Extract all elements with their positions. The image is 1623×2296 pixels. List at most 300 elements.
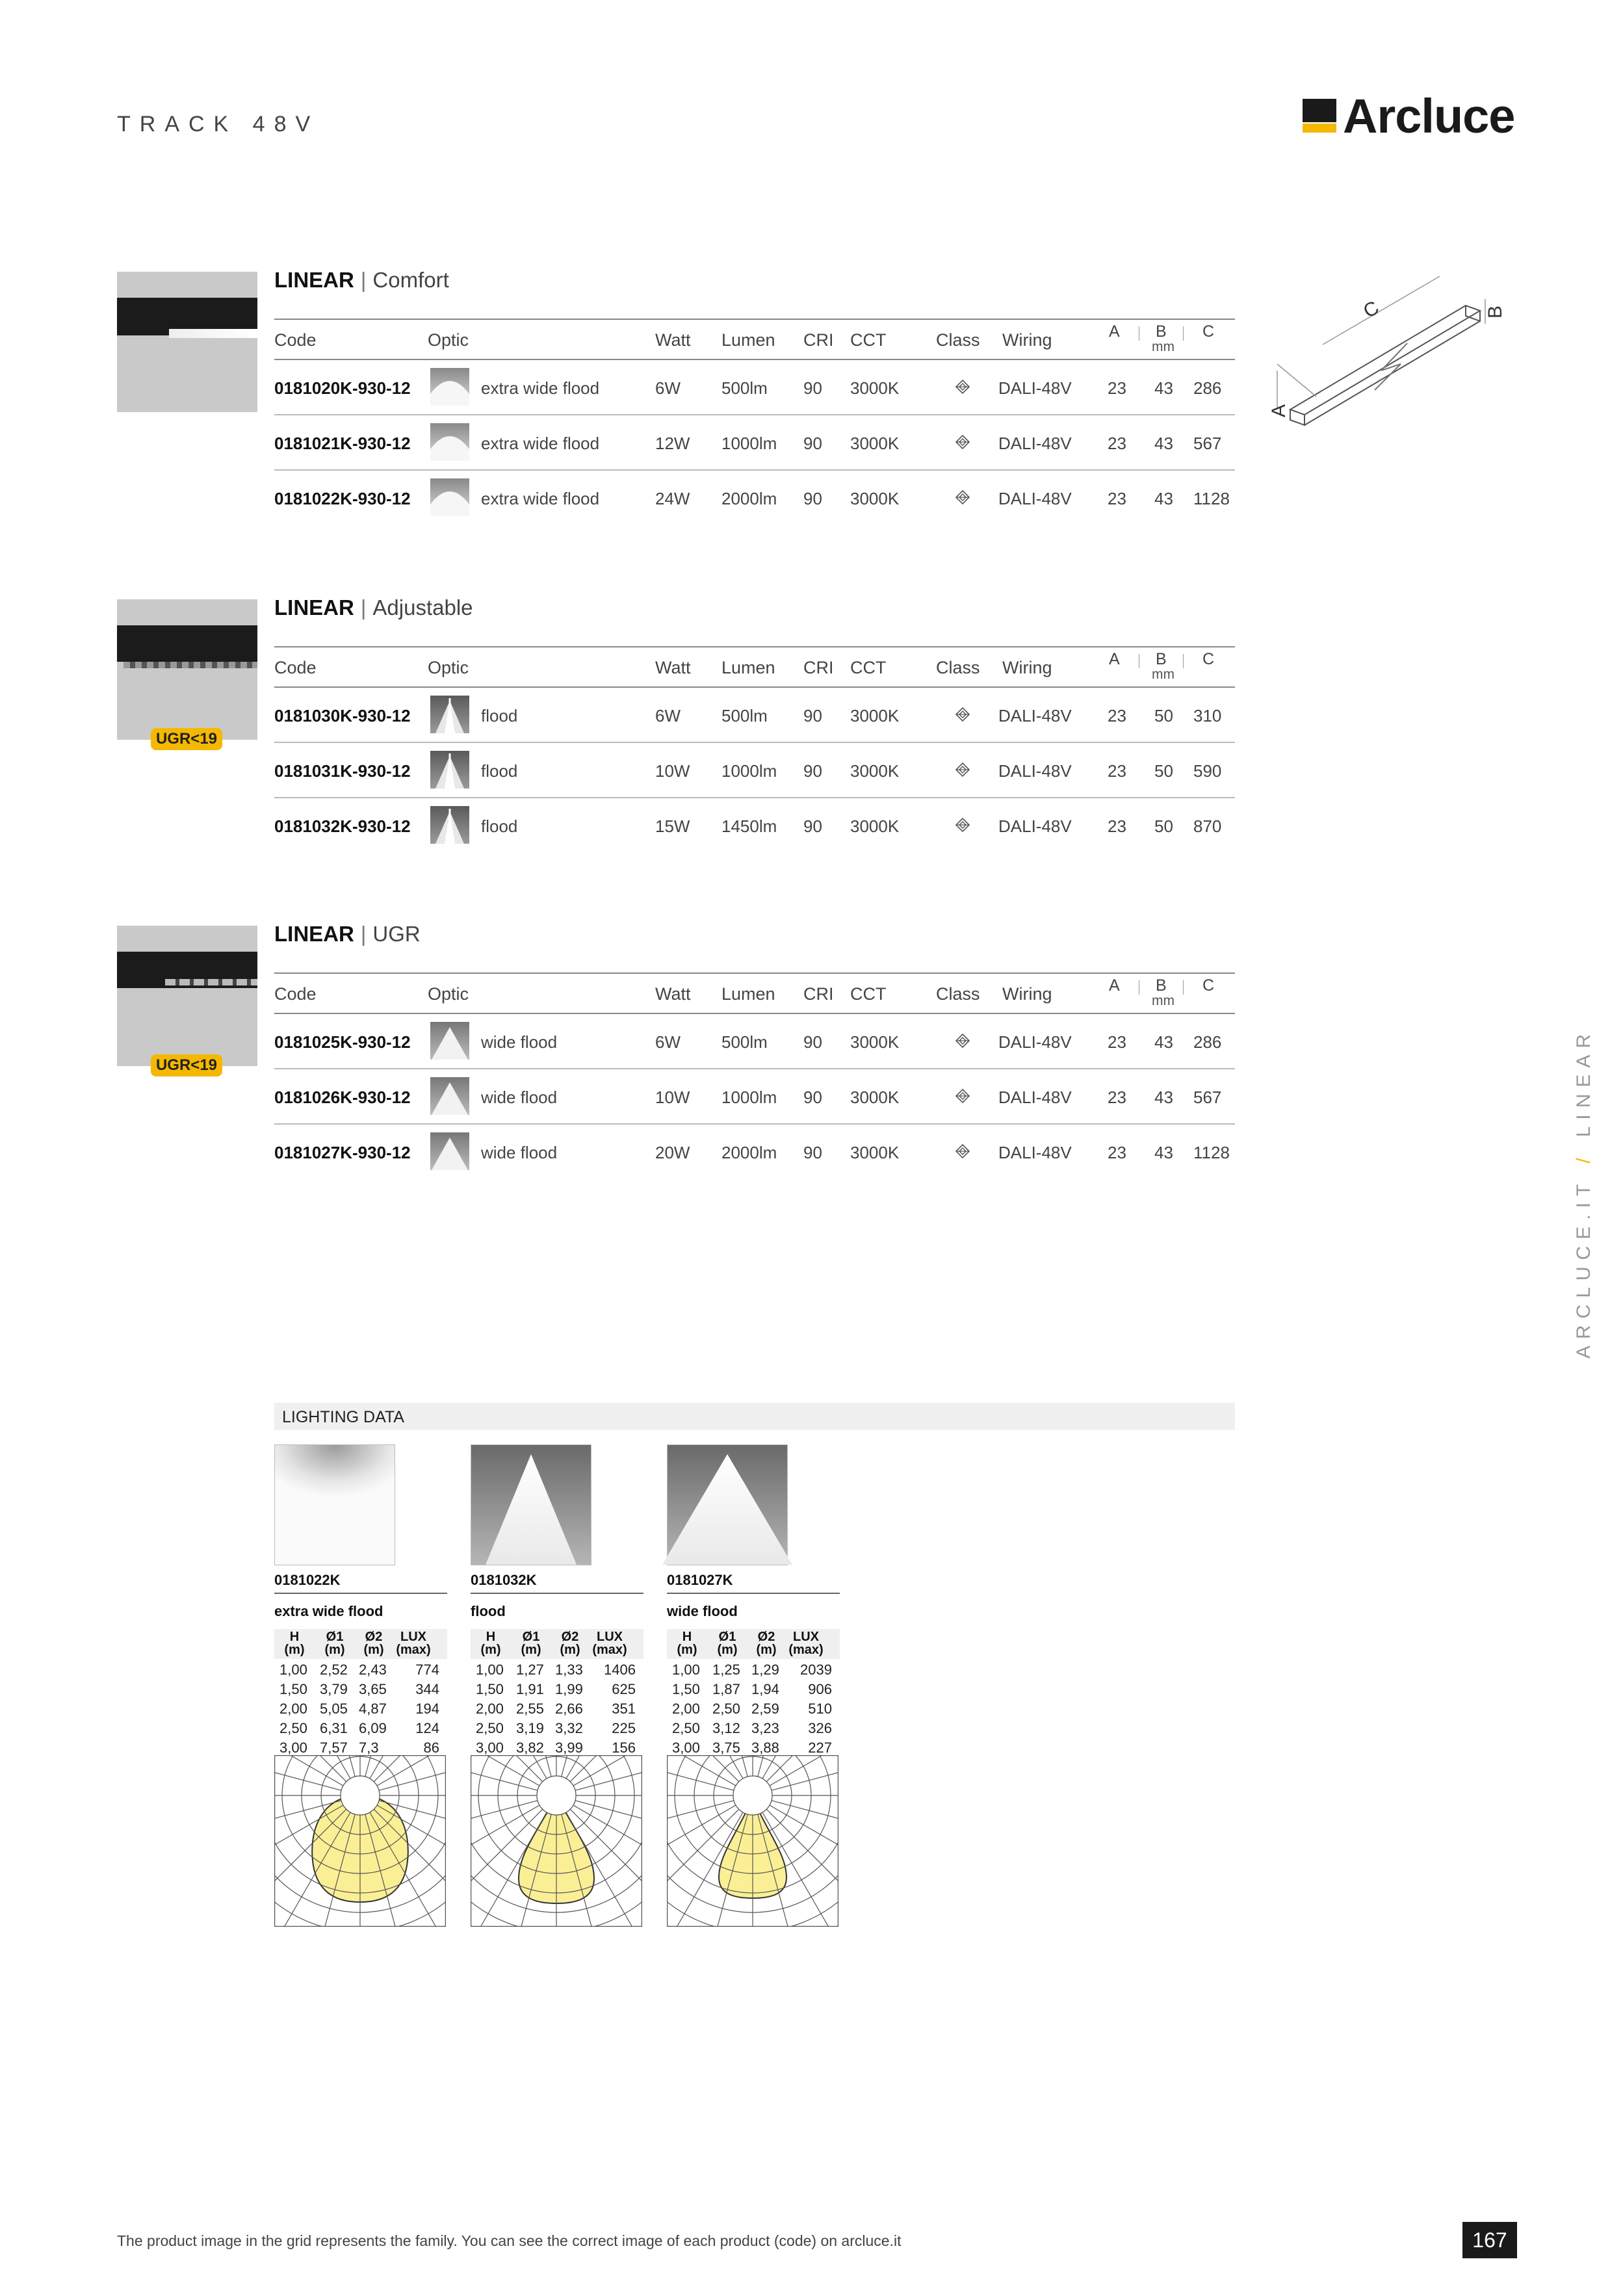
header-class: Class	[936, 984, 980, 1004]
photometric-value: 326	[808, 1720, 832, 1736]
photometric-header-cell	[357, 1630, 390, 1656]
photometric-header-cell	[786, 1630, 825, 1656]
header-a: A	[1109, 650, 1120, 668]
table-row	[274, 743, 1235, 798]
optic-ewf-icon	[430, 368, 469, 406]
watt-value: 10W	[655, 1088, 690, 1107]
section-title-adjustable: LINEAR | Adjustable	[274, 595, 473, 620]
product-table-adjustable	[274, 646, 1235, 852]
wiring-value: DALI-48V	[998, 1032, 1072, 1052]
optic-name: wide flood	[481, 1088, 558, 1107]
header-unit: (m)	[677, 1643, 697, 1657]
wiring-value: DALI-48V	[998, 489, 1072, 508]
header-wiring: Wiring	[1002, 658, 1052, 677]
insulation-class-icon	[955, 707, 970, 722]
photometric-value: 227	[808, 1740, 832, 1756]
lighting-divider	[471, 1593, 643, 1594]
insulation-class-icon	[955, 490, 970, 504]
lumen-value: 1000lm	[721, 1088, 777, 1107]
header-b: B	[1156, 322, 1167, 341]
photometric-header-cell	[711, 1630, 744, 1656]
dim-b-value: 43	[1154, 489, 1173, 508]
dimension-drawing	[1268, 273, 1521, 436]
wiring-value: DALI-48V	[998, 434, 1072, 453]
polar-diagram	[274, 1755, 446, 1927]
wiring-value: DALI-48V	[998, 816, 1072, 836]
watt-value: 20W	[655, 1143, 690, 1162]
photometric-row	[667, 1701, 840, 1720]
header-unit: (m)	[756, 1643, 777, 1657]
optic-ewf-icon	[430, 423, 469, 461]
photometric-value: 3,88	[751, 1740, 779, 1756]
photometric-value: 194	[415, 1701, 439, 1717]
optic-wf-icon	[430, 1077, 469, 1115]
dim-a-value: 23	[1108, 1032, 1126, 1052]
dim-b-value: 43	[1154, 1143, 1173, 1162]
photometric-value: 3,32	[555, 1720, 583, 1736]
lighting-optic: wide flood	[667, 1603, 738, 1619]
dim-b-value: 43	[1154, 1032, 1173, 1052]
photometric-value: 1,00	[476, 1662, 504, 1678]
photometric-header	[667, 1629, 840, 1659]
photometric-header-cell	[590, 1630, 629, 1656]
optic-name: extra wide flood	[481, 378, 600, 398]
photometric-value: 1,29	[751, 1662, 779, 1678]
photometric-value: 156	[612, 1740, 636, 1756]
optic-flood-icon	[430, 806, 469, 844]
photometric-value: 3,75	[712, 1740, 740, 1756]
dim-a-value: 23	[1108, 761, 1126, 781]
lighting-data-band	[274, 1403, 1235, 1430]
photometric-value: 1,50	[672, 1681, 700, 1697]
header-b: B	[1156, 650, 1167, 668]
table-row	[274, 798, 1235, 852]
header-c: C	[1202, 650, 1215, 668]
cri-value: 90	[803, 761, 822, 781]
product-image-adjustable	[117, 599, 257, 740]
header-wiring: Wiring	[1002, 330, 1052, 350]
section-name: LINEAR	[274, 268, 354, 292]
insulation-class-icon	[955, 818, 970, 832]
photometric-row	[667, 1720, 840, 1740]
header-symbol: Ø2	[561, 1630, 579, 1644]
lumen-value: 1000lm	[721, 761, 777, 781]
table-header	[274, 646, 1235, 688]
cct-value: 3000K	[850, 489, 900, 508]
optic-flood-icon	[430, 696, 469, 733]
dim-b-value: 50	[1154, 816, 1173, 836]
wiring-value: DALI-48V	[998, 706, 1072, 725]
photometric-value: 3,65	[359, 1681, 387, 1697]
wiring-value: DALI-48V	[998, 761, 1072, 781]
page-header-title: TRACK 48V	[117, 112, 320, 137]
photometric-value: 510	[808, 1701, 832, 1717]
wiring-value: DALI-48V	[998, 378, 1072, 398]
table-row	[274, 688, 1235, 743]
lumen-value: 2000lm	[721, 1143, 777, 1162]
photometric-value: 2,00	[672, 1701, 700, 1717]
photometric-value: 86	[423, 1740, 439, 1756]
photometric-header	[274, 1629, 447, 1659]
header-divider	[1183, 654, 1184, 668]
insulation-class-icon	[955, 1144, 970, 1158]
table-row	[274, 1014, 1235, 1069]
photometric-header-cell	[278, 1630, 311, 1656]
product-code[interactable]: 0181030K-930-12	[274, 706, 411, 725]
wiring-value: DALI-48V	[998, 1143, 1072, 1162]
photometric-value: 1,00	[279, 1662, 307, 1678]
photometric-value: 1,27	[516, 1662, 544, 1678]
product-code[interactable]: 0181027K-930-12	[274, 1143, 411, 1162]
watt-value: 10W	[655, 761, 690, 781]
cct-value: 3000K	[850, 1088, 900, 1107]
header-mm-unit: mm	[1152, 667, 1175, 682]
photometric-value: 351	[612, 1701, 636, 1717]
photometric-value: 5,05	[320, 1701, 348, 1717]
header-cct: CCT	[850, 658, 887, 677]
photometric-row	[274, 1681, 447, 1701]
header-symbol: Ø1	[522, 1630, 540, 1644]
product-image-comfort	[117, 272, 257, 412]
header-symbol: H	[682, 1630, 692, 1644]
photometric-value: 2,52	[320, 1662, 348, 1678]
photometric-value: 344	[415, 1681, 439, 1697]
photometric-value: 774	[415, 1662, 439, 1678]
header-symbol: LUX	[597, 1630, 623, 1644]
photometric-value: 1,33	[555, 1662, 583, 1678]
watt-value: 12W	[655, 434, 690, 453]
product-code[interactable]: 0181021K-930-12	[274, 434, 411, 453]
watt-value: 6W	[655, 378, 681, 398]
header-symbol: H	[289, 1630, 300, 1644]
header-divider	[1183, 980, 1184, 995]
dim-c-value: 870	[1193, 816, 1222, 836]
header-b: B	[1156, 976, 1167, 995]
header-cct: CCT	[850, 330, 887, 350]
header-a: A	[1109, 322, 1120, 341]
product-code[interactable]: 0181026K-930-12	[274, 1088, 411, 1107]
product-table-ugr	[274, 972, 1235, 1179]
header-lumen: Lumen	[721, 658, 775, 677]
photometric-header-cell	[318, 1630, 351, 1656]
optic-flood-icon	[430, 751, 469, 789]
photometric-value: 1,94	[751, 1681, 779, 1697]
header-class: Class	[936, 658, 980, 677]
dim-a-value: 23	[1108, 706, 1126, 725]
dim-c-value: 310	[1193, 706, 1222, 725]
optic-name: extra wide flood	[481, 489, 600, 508]
header-cri: CRI	[803, 658, 834, 677]
dim-b-value: 43	[1154, 378, 1173, 398]
photometric-row	[274, 1720, 447, 1740]
header-optic: Optic	[428, 330, 469, 350]
header-watt: Watt	[655, 658, 691, 677]
dim-a-value: 23	[1108, 378, 1126, 398]
header-mm-unit: mm	[1152, 993, 1175, 1008]
optic-name: flood	[481, 816, 518, 836]
insulation-class-icon	[955, 380, 970, 394]
dim-c-value: 567	[1193, 434, 1222, 453]
optic-name: wide flood	[481, 1143, 558, 1162]
lighting-optic: extra wide flood	[274, 1603, 383, 1619]
photometric-value: 2,43	[359, 1662, 387, 1678]
section-title-ugr: LINEAR | UGR	[274, 922, 421, 946]
photometric-value: 2,66	[555, 1701, 583, 1717]
photometric-value: 2,00	[476, 1701, 504, 1717]
cri-value: 90	[803, 706, 822, 725]
header-class: Class	[936, 330, 980, 350]
drawing-label-c: C	[1360, 296, 1383, 323]
cct-value: 3000K	[850, 816, 900, 836]
photometric-value: 2039	[800, 1662, 832, 1678]
optic-ewf-icon	[430, 478, 469, 516]
section-subtitle: UGR	[372, 922, 421, 946]
section-name: LINEAR	[274, 595, 354, 620]
photometric-header-cell	[474, 1630, 507, 1656]
photometric-value: 1,50	[279, 1681, 307, 1697]
photometric-value: 2,55	[516, 1701, 544, 1717]
optic-name: wide flood	[481, 1032, 558, 1052]
header-cri: CRI	[803, 330, 834, 350]
header-code: Code	[274, 984, 317, 1004]
cct-value: 3000K	[850, 1032, 900, 1052]
photometric-value: 2,59	[751, 1701, 779, 1717]
cct-value: 3000K	[850, 1143, 900, 1162]
header-unit: (max)	[788, 1643, 824, 1657]
header-symbol: Ø2	[757, 1630, 775, 1644]
header-optic: Optic	[428, 984, 469, 1004]
header-wiring: Wiring	[1002, 984, 1052, 1004]
dim-c-value: 286	[1193, 1032, 1222, 1052]
lumen-value: 500lm	[721, 706, 768, 725]
photometric-value: 1,91	[516, 1681, 544, 1697]
insulation-class-icon	[955, 763, 970, 777]
beam-photo	[274, 1444, 395, 1565]
photometric-value: 2,00	[279, 1701, 307, 1717]
cri-value: 90	[803, 816, 822, 836]
photometric-value: 7,3	[359, 1740, 379, 1756]
dim-b-value: 50	[1154, 706, 1173, 725]
header-c: C	[1202, 322, 1215, 341]
dim-b-value: 43	[1154, 434, 1173, 453]
photometric-value: 2,50	[279, 1720, 307, 1736]
photometric-value: 3,00	[476, 1740, 504, 1756]
photometric-header-cell	[750, 1630, 783, 1656]
beam-photo	[667, 1444, 788, 1565]
side-url-label	[1573, 1028, 1595, 1359]
photometric-value: 1,87	[712, 1681, 740, 1697]
ugr-badge: UGR<19	[151, 1054, 222, 1076]
watt-value: 6W	[655, 706, 681, 725]
product-code[interactable]: 0181031K-930-12	[274, 761, 411, 781]
dim-a-value: 23	[1108, 1143, 1126, 1162]
product-code[interactable]: 0181025K-930-12	[274, 1032, 411, 1052]
photometric-row	[471, 1681, 643, 1701]
lumen-value: 500lm	[721, 1032, 768, 1052]
lumen-value: 1000lm	[721, 434, 777, 453]
header-unit: (m)	[480, 1643, 501, 1657]
cri-value: 90	[803, 378, 822, 398]
photometric-value: 1,99	[555, 1681, 583, 1697]
header-symbol: Ø2	[365, 1630, 383, 1644]
product-code[interactable]: 0181020K-930-12	[274, 378, 411, 398]
lighting-divider	[667, 1593, 840, 1594]
drawing-label-b: B	[1485, 305, 1506, 319]
logo-mark-icon	[1303, 99, 1336, 133]
header-cct: CCT	[850, 984, 887, 1004]
header-divider	[1183, 326, 1184, 341]
lighting-code: 0181022K	[274, 1572, 341, 1588]
header-unit: (m)	[560, 1643, 580, 1657]
header-c: C	[1202, 976, 1215, 995]
header-lumen: Lumen	[721, 330, 775, 350]
lighting-data-title: LIGHTING DATA	[282, 1408, 404, 1426]
photometric-value: 3,79	[320, 1681, 348, 1697]
optic-wf-icon	[430, 1132, 469, 1170]
dim-a-value: 23	[1108, 489, 1126, 508]
watt-value: 6W	[655, 1032, 681, 1052]
dim-c-value: 567	[1193, 1088, 1222, 1107]
photometric-header-cell	[515, 1630, 547, 1656]
dim-a-value: 23	[1108, 434, 1126, 453]
lumen-value: 1450lm	[721, 816, 777, 836]
header-symbol: LUX	[793, 1630, 819, 1644]
product-table-comfort	[274, 319, 1235, 525]
photometric-value: 3,23	[751, 1720, 779, 1736]
photometric-value: 1,50	[476, 1681, 504, 1697]
photometric-value: 225	[612, 1720, 636, 1736]
cct-value: 3000K	[850, 378, 900, 398]
dim-b-value: 43	[1154, 1088, 1173, 1107]
table-row	[274, 360, 1235, 415]
insulation-class-icon	[955, 435, 970, 449]
cri-value: 90	[803, 1088, 822, 1107]
ugr-badge: UGR<19	[151, 728, 222, 750]
header-cri: CRI	[803, 984, 834, 1004]
photometric-row	[471, 1662, 643, 1681]
header-unit: (max)	[592, 1643, 627, 1657]
insulation-class-icon	[955, 1089, 970, 1103]
header-symbol: Ø1	[326, 1630, 344, 1644]
dim-a-value: 23	[1108, 816, 1126, 836]
section-title-comfort: LINEAR | Comfort	[274, 268, 449, 292]
cct-value: 3000K	[850, 761, 900, 781]
product-code[interactable]: 0181032K-930-12	[274, 816, 411, 836]
optic-name: flood	[481, 706, 518, 725]
photometric-value: 1,00	[672, 1662, 700, 1678]
photometric-value: 2,50	[672, 1720, 700, 1736]
header-unit: (m)	[717, 1643, 738, 1657]
polar-diagram	[471, 1755, 642, 1927]
photometric-value: 1406	[604, 1662, 636, 1678]
lighting-optic: flood	[471, 1603, 506, 1619]
side-site: ARCLUCE.IT	[1573, 1177, 1594, 1359]
cct-value: 3000K	[850, 706, 900, 725]
dim-a-value: 23	[1108, 1088, 1126, 1107]
photometric-header-cell	[671, 1630, 703, 1656]
header-optic: Optic	[428, 658, 469, 677]
insulation-class-icon	[955, 1034, 970, 1048]
photometric-value: 6,31	[320, 1720, 348, 1736]
photometric-value: 3,00	[279, 1740, 307, 1756]
header-unit: (m)	[363, 1643, 384, 1657]
footer-note: The product image in the grid represents the family. You can see the correct image of each product (code) on arcluce.it	[117, 2232, 902, 2249]
cri-value: 90	[803, 1032, 822, 1052]
photometric-value: 3,82	[516, 1740, 544, 1756]
table-header	[274, 972, 1235, 1014]
photometric-row	[667, 1681, 840, 1701]
header-unit: (m)	[324, 1643, 345, 1657]
cri-value: 90	[803, 1143, 822, 1162]
header-code: Code	[274, 658, 317, 677]
polar-diagram	[667, 1755, 838, 1927]
dim-c-value: 590	[1193, 761, 1222, 781]
beam-photo	[471, 1444, 591, 1565]
header-lumen: Lumen	[721, 984, 775, 1004]
photometric-value: 2,50	[712, 1701, 740, 1717]
dim-c-value: 286	[1193, 378, 1222, 398]
header-watt: Watt	[655, 330, 691, 350]
section-subtitle: Comfort	[372, 268, 449, 292]
product-image-ugr	[117, 926, 257, 1066]
photometric-value: 7,57	[320, 1740, 348, 1756]
side-slash: /	[1573, 1151, 1594, 1164]
photometric-header	[471, 1629, 643, 1659]
optic-name: extra wide flood	[481, 434, 600, 453]
optic-wf-icon	[430, 1022, 469, 1060]
dim-c-value: 1128	[1193, 1143, 1230, 1162]
lumen-value: 2000lm	[721, 489, 777, 508]
header-unit: (m)	[284, 1643, 305, 1657]
watt-value: 15W	[655, 816, 690, 836]
cri-value: 90	[803, 434, 822, 453]
photometric-header-cell	[394, 1630, 433, 1656]
watt-value: 24W	[655, 489, 690, 508]
drawing-label-a: A	[1268, 404, 1290, 417]
optic-name: flood	[481, 761, 518, 781]
header-symbol: Ø1	[718, 1630, 736, 1644]
table-header	[274, 319, 1235, 360]
logo-text: Arcluce	[1343, 89, 1515, 143]
product-code[interactable]: 0181022K-930-12	[274, 489, 411, 508]
lighting-code: 0181032K	[471, 1572, 537, 1588]
photometric-value: 3,99	[555, 1740, 583, 1756]
photometric-value: 124	[415, 1720, 439, 1736]
page-number: 167	[1462, 2222, 1517, 2258]
header-symbol: H	[486, 1630, 496, 1644]
photometric-value: 3,12	[712, 1720, 740, 1736]
section-subtitle: Adjustable	[372, 595, 473, 620]
lighting-code: 0181027K	[667, 1572, 733, 1588]
photometric-header-cell	[554, 1630, 586, 1656]
lighting-divider	[274, 1593, 447, 1594]
dim-b-value: 50	[1154, 761, 1173, 781]
table-row	[274, 1069, 1235, 1125]
photometric-value: 6,09	[359, 1720, 387, 1736]
header-a: A	[1109, 976, 1120, 995]
photometric-value: 1,25	[712, 1662, 740, 1678]
photometric-row	[667, 1662, 840, 1681]
header-unit: (m)	[521, 1643, 541, 1657]
wiring-value: DALI-48V	[998, 1088, 1072, 1107]
photometric-row	[274, 1701, 447, 1720]
table-row	[274, 471, 1235, 525]
photometric-value: 625	[612, 1681, 636, 1697]
section-name: LINEAR	[274, 922, 354, 946]
cri-value: 90	[803, 489, 822, 508]
header-unit: (max)	[396, 1643, 431, 1657]
photometric-value: 4,87	[359, 1701, 387, 1717]
